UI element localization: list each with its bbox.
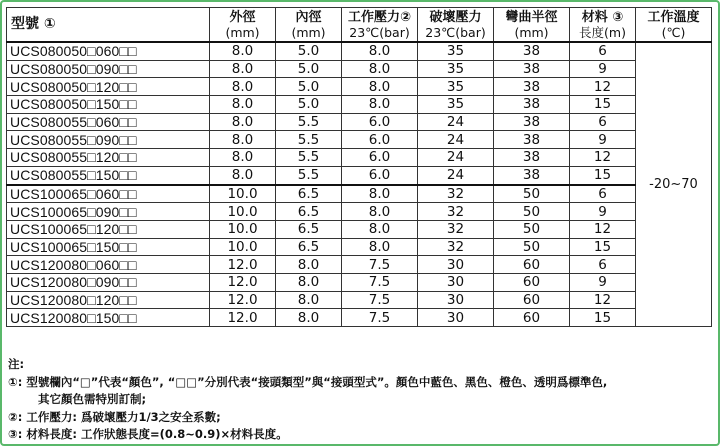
cell-working-pressure: 7.5 [342,291,418,309]
table-row [7,220,712,238]
cell-bend-radius: 38 [494,113,570,131]
cell-burst-pressure: 24 [418,166,494,184]
cell-material-length: 12 [570,220,636,238]
table-row [7,256,712,274]
header-inner-diameter: 內徑 (mm) [276,8,342,43]
cell-working-pressure: 6.0 [342,166,418,184]
table-row [7,131,712,149]
table-row [7,78,712,96]
cell-inner-diameter: 5.5 [276,149,342,167]
cell-working-pressure: 8.0 [342,60,418,78]
cell-inner-diameter: 6.5 [276,220,342,238]
cell-inner-diameter: 5.0 [276,42,342,60]
cell-bend-radius: 38 [494,42,570,60]
cell-outer-diameter: 10.0 [210,220,276,238]
cell-working-pressure: 8.0 [342,96,418,114]
cell-model: UCS120080□120□□ [7,291,210,309]
table-row [7,291,712,309]
cell-burst-pressure: 24 [418,113,494,131]
cell-inner-diameter: 5.5 [276,131,342,149]
table-row [7,166,712,184]
cell-bend-radius: 60 [494,273,570,291]
cell-burst-pressure: 24 [418,149,494,167]
cell-outer-diameter: 10.0 [210,185,276,203]
table-row [7,309,712,327]
table-row [7,238,712,256]
cell-working-pressure: 6.0 [342,149,418,167]
cell-inner-diameter: 6.5 [276,203,342,221]
notes-title: 注: [8,357,25,371]
cell-inner-diameter: 8.0 [276,309,342,327]
cell-outer-diameter: 8.0 [210,78,276,96]
cell-inner-diameter: 5.0 [276,78,342,96]
cell-working-pressure: 8.0 [342,185,418,203]
cell-model: UCS100065□060□□ [7,185,210,203]
cell-material-length: 6 [570,42,636,60]
cell-bend-radius: 60 [494,291,570,309]
cell-material-length: 12 [570,78,636,96]
cell-material-length: 6 [570,185,636,203]
cell-burst-pressure: 30 [418,256,494,274]
cell-burst-pressure: 30 [418,273,494,291]
cell-bend-radius: 60 [494,256,570,274]
header-working-temperature: 工作溫度 (℃) [636,8,712,43]
cell-outer-diameter: 8.0 [210,166,276,184]
cell-model: UCS100065□120□□ [7,220,210,238]
cell-outer-diameter: 8.0 [210,96,276,114]
cell-outer-diameter: 12.0 [210,291,276,309]
notes-section [8,356,708,444]
cell-outer-diameter: 8.0 [210,131,276,149]
cell-bend-radius: 38 [494,78,570,96]
cell-model: UCS080055□090□□ [7,131,210,149]
cell-material-length: 12 [570,149,636,167]
cell-inner-diameter: 8.0 [276,256,342,274]
cell-bend-radius: 50 [494,238,570,256]
table-row [7,113,712,131]
cell-bend-radius: 38 [494,149,570,167]
cell-working-pressure: 6.0 [342,113,418,131]
cell-burst-pressure: 24 [418,131,494,149]
cell-burst-pressure: 32 [418,238,494,256]
table-row [7,203,712,221]
cell-material-length: 15 [570,96,636,114]
table-row [7,60,712,78]
cell-model: UCS080050□090□□ [7,60,210,78]
cell-model: UCS120080□090□□ [7,273,210,291]
cell-burst-pressure: 30 [418,291,494,309]
cell-burst-pressure: 35 [418,78,494,96]
cell-model: UCS100065□090□□ [7,203,210,221]
cell-bend-radius: 38 [494,60,570,78]
cell-material-length: 6 [570,256,636,274]
cell-working-pressure: 6.0 [342,131,418,149]
note-1-continued: 其它顏色需特別訂制; [38,392,147,406]
cell-burst-pressure: 32 [418,203,494,221]
cell-burst-pressure: 32 [418,185,494,203]
cell-material-length: 9 [570,203,636,221]
cell-material-length: 12 [570,291,636,309]
spec-table [6,7,712,327]
cell-outer-diameter: 12.0 [210,256,276,274]
cell-bend-radius: 50 [494,203,570,221]
cell-bend-radius: 50 [494,220,570,238]
cell-inner-diameter: 5.0 [276,60,342,78]
header-model: 型號 ① [7,8,210,43]
cell-burst-pressure: 35 [418,60,494,78]
cell-inner-diameter: 5.5 [276,166,342,184]
cell-material-length: 15 [570,166,636,184]
header-bend-radius: 彎曲半徑 (mm) [494,8,570,43]
cell-model: UCS080050□120□□ [7,78,210,96]
cell-model: UCS120080□060□□ [7,256,210,274]
cell-inner-diameter: 6.5 [276,185,342,203]
cell-model: UCS080050□060□□ [7,42,210,60]
cell-outer-diameter: 12.0 [210,273,276,291]
cell-material-length: 15 [570,238,636,256]
table-row [7,273,712,291]
cell-material-length: 9 [570,131,636,149]
cell-burst-pressure: 32 [418,220,494,238]
cell-working-pressure: 7.5 [342,273,418,291]
note-2: ②: 工作壓力: 爲破壞壓力1/3之安全系數; [8,409,221,424]
cell-model: UCS080055□150□□ [7,166,210,184]
cell-working-pressure: 8.0 [342,78,418,96]
cell-material-length: 9 [570,60,636,78]
cell-bend-radius: 50 [494,185,570,203]
cell-material-length: 6 [570,113,636,131]
header-outer-diameter: 外徑 (mm) [210,8,276,43]
cell-outer-diameter: 12.0 [210,309,276,327]
cell-outer-diameter: 8.0 [210,42,276,60]
cell-working-pressure: 8.0 [342,203,418,221]
header-working-pressure: 工作壓力② 23℃(bar) [342,8,418,43]
cell-model: UCS080055□120□□ [7,149,210,167]
cell-inner-diameter: 8.0 [276,273,342,291]
table-row [7,96,712,114]
cell-inner-diameter: 5.5 [276,113,342,131]
cell-working-pressure: 8.0 [342,238,418,256]
cell-working-pressure: 7.5 [342,256,418,274]
cell-working-temperature: -20~70 [636,42,712,327]
table-row [7,185,712,203]
cell-model: UCS100065□150□□ [7,238,210,256]
header-burst-pressure: 破壞壓力 23℃(bar) [418,8,494,43]
cell-inner-diameter: 8.0 [276,291,342,309]
cell-model: UCS080055□060□□ [7,113,210,131]
table-row [7,42,712,60]
cell-outer-diameter: 8.0 [210,60,276,78]
cell-working-pressure: 8.0 [342,42,418,60]
header-material-length: 材料 ③ 長度(m) [570,8,636,43]
cell-inner-diameter: 6.5 [276,238,342,256]
table-row [7,149,712,167]
cell-inner-diameter: 5.0 [276,96,342,114]
cell-working-pressure: 8.0 [342,220,418,238]
cell-model: UCS080050□150□□ [7,96,210,114]
cell-bend-radius: 38 [494,131,570,149]
cell-material-length: 9 [570,273,636,291]
table-header-row [7,8,712,43]
cell-outer-diameter: 10.0 [210,203,276,221]
cell-working-pressure: 7.5 [342,309,418,327]
cell-burst-pressure: 30 [418,309,494,327]
cell-bend-radius: 38 [494,166,570,184]
cell-material-length: 15 [570,309,636,327]
cell-bend-radius: 60 [494,309,570,327]
cell-outer-diameter: 8.0 [210,113,276,131]
cell-burst-pressure: 35 [418,96,494,114]
note-3: ③: 材料長度: 工作狀態長度=(0.8~0.9)×材料長度。 [8,427,288,441]
cell-outer-diameter: 8.0 [210,149,276,167]
note-1: ①: 型號欄內“□”代表“顏色”, “□□”分別代表“接頭類型”與“接頭型式”。顏色中藍色、黑色、橙色、透明爲標準色, [8,374,608,389]
cell-model: UCS120080□150□□ [7,309,210,327]
cell-outer-diameter: 10.0 [210,238,276,256]
cell-bend-radius: 38 [494,96,570,114]
cell-burst-pressure: 35 [418,42,494,60]
